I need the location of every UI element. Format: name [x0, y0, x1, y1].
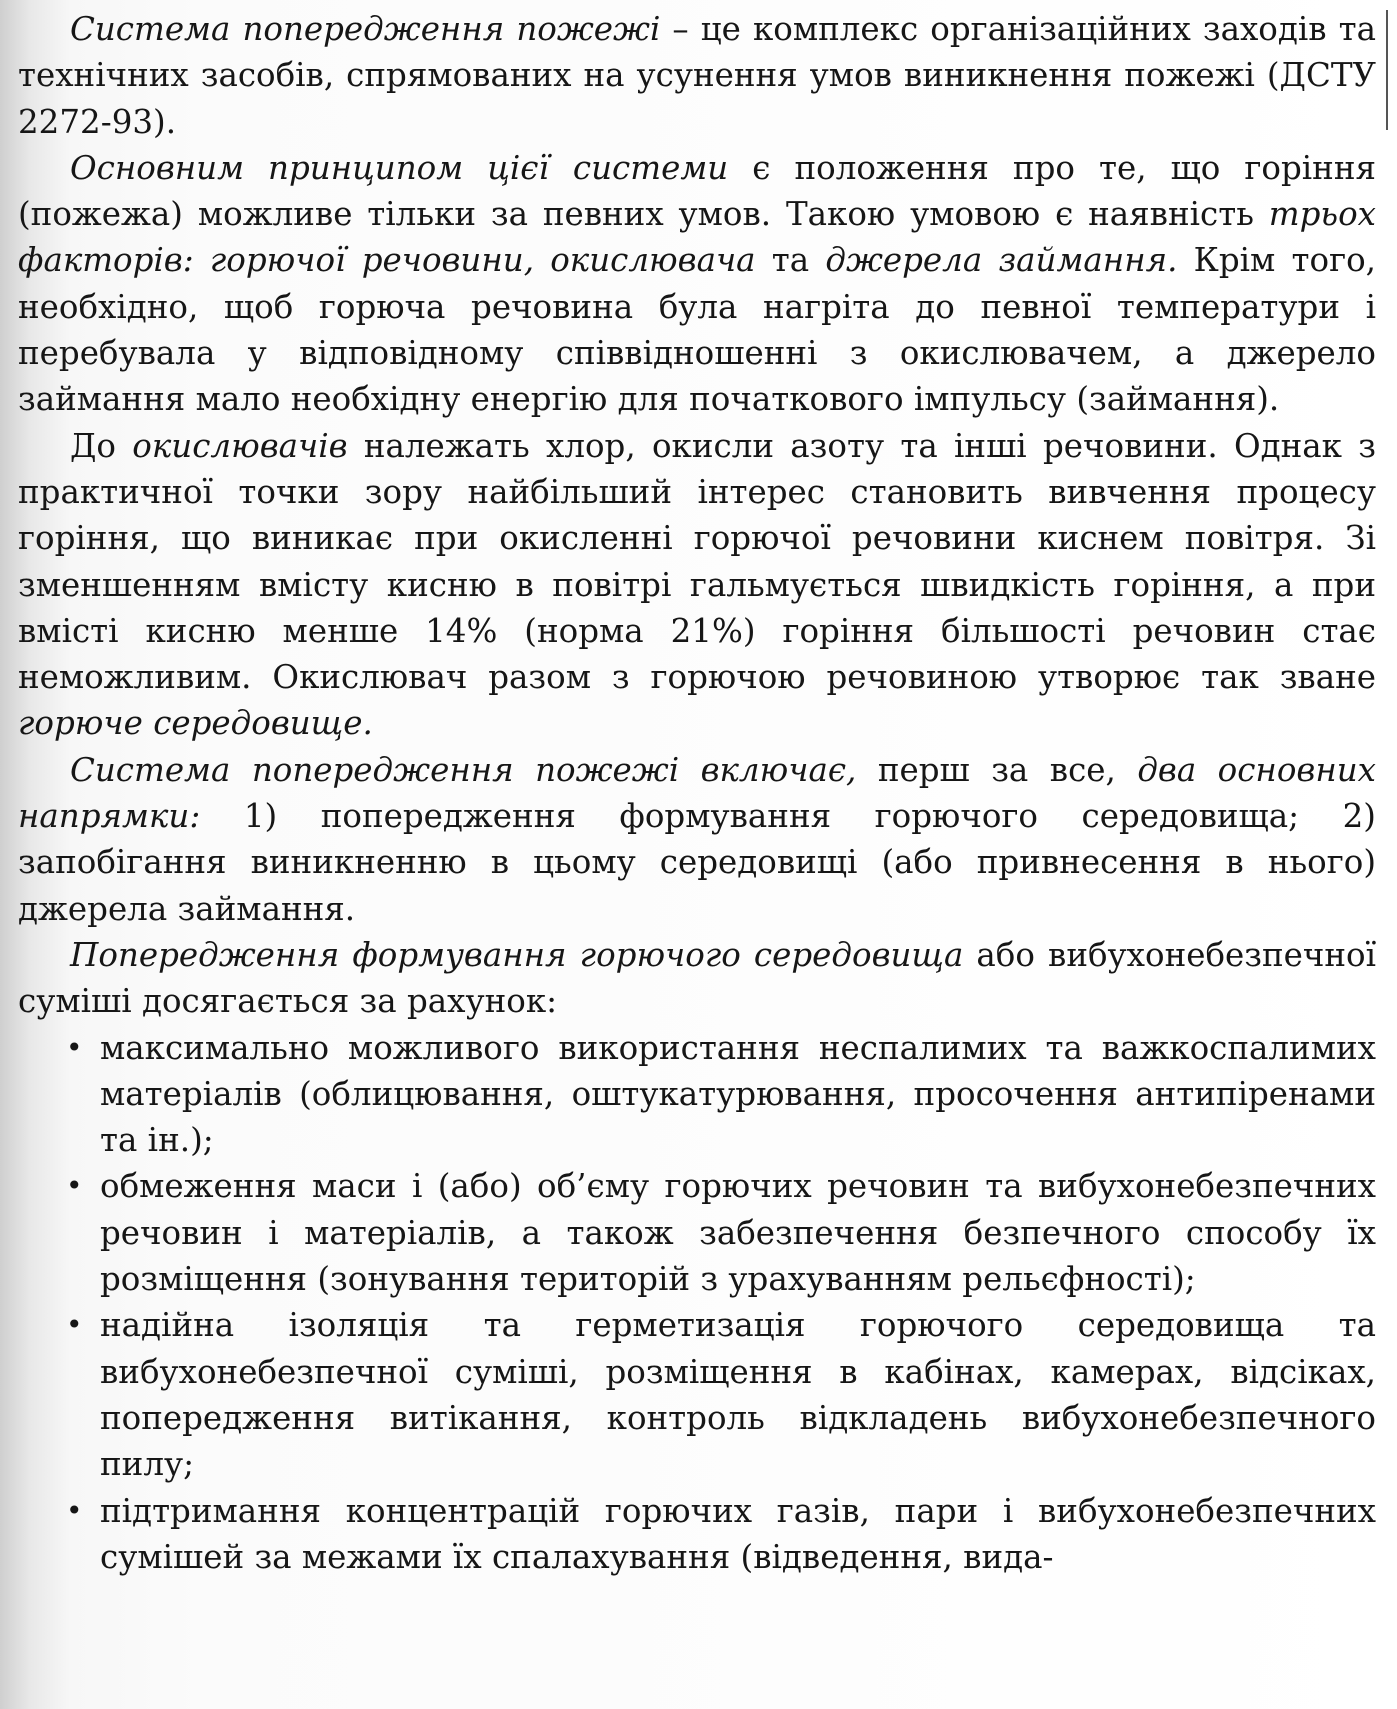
paragraph-definition — [18, 6, 1376, 145]
list-item-text: максимально можливого використання неспалимих та важкоспалимих матеріалів (облицювання, оштукатурювання, просочення антипіренами та ін.); — [100, 1028, 1376, 1160]
principle-text-2: та — [755, 241, 826, 280]
term-combustible-medium: горюче середовище. — [18, 704, 373, 743]
bullet-icon: • — [66, 1030, 83, 1064]
list-item-text: надійна ізоляція та герметизація горючого середовища та вибухонебезпечної суміші, розміщення в кабінах, камерах, відсіках, попередження витікання, контроль відкладень вибухонебезпечного пилу; — [100, 1306, 1376, 1484]
term-two-directions: два основних напрямки: — [18, 750, 1376, 836]
bullet-icon: • — [66, 1308, 83, 1342]
directions-text-1: перш за все, — [856, 750, 1138, 789]
bullet-icon: • — [66, 1169, 83, 1203]
list-item — [18, 1163, 1376, 1302]
paragraph-oxidizers — [18, 423, 1376, 747]
list-item-text: обмеження маси і (або) об’єму горючих речовин та вибухонебезпечних речовин і матеріалів, а також забезпечення безпечного способу їх розміщення (зонування територій з урахуванням рельєфності); — [100, 1167, 1376, 1299]
list-item — [18, 1488, 1376, 1581]
directions-text-2: 1) попередження формування горючого середовища; 2) запобігання виникненню в цьому середовищі (або привнесення в нього) джерела займання. — [18, 797, 1376, 928]
term-oxidizers: окислювачів — [132, 426, 348, 465]
document-body — [18, 6, 1376, 1580]
paragraph-prevention-means — [18, 932, 1376, 1025]
list-item — [18, 1025, 1376, 1164]
measures-list — [18, 1025, 1376, 1581]
principle-text-1: є положення про те, що горіння (пожежа) можливе тільки за певних умов. Такою умовою є наявність — [18, 148, 1377, 234]
term-main-principle: Основним принципом цієї системи — [70, 148, 729, 187]
oxidizers-text-2: належать хлор, окисли азоту та інші речовини. Однак з практичної точки зору найбільший інтерес становить вивчення процесу горіння, що виникає при окисленні горючої речовини киснем повітря. Зі зменшенням вмісту кисню в повітрі гальмується швидкість горіння, а при вмісті кисню менше 14% (норма 21%) горіння більшості речовин стає неможливим. Окислювач разом з горючою речовиною утворює так зване — [18, 426, 1377, 697]
paragraph-principle — [18, 145, 1376, 423]
definition-text: – це комплекс організаційних заходів та технічних засобів, спрямованих на усунення умов виникнення пожежі (ДСТУ 2272-93). — [18, 10, 1377, 141]
bullet-icon: • — [66, 1493, 83, 1527]
term-ignition-source: джерела займання. — [825, 241, 1178, 280]
list-item — [18, 1302, 1376, 1487]
list-item-text: підтримання концентрацій горючих газів, пари і вибухонебезпечних сумішей за межами їх спалахування (відведення, вида- — [100, 1491, 1376, 1576]
term-system-includes: Система попередження пожежі включає, — [70, 750, 857, 789]
page-edge-line — [1386, 10, 1388, 130]
paragraph-directions — [18, 747, 1376, 932]
term-three-factors: трьох факторів: горючої речовини, окислювача — [18, 195, 1376, 280]
term-prevention-formation: Попередження формування горючого середовища — [70, 935, 964, 974]
prevention-means-text: або вибухонебезпечної суміші досягається за рахунок: — [18, 935, 1376, 1021]
principle-text-3: Крім того, необхідно, щоб горюча речовина була нагріта до певної температури і перебувала у відповідному співвідношенні з окислювачем, а джерело займання мало необхідну енергію для початкового імпульсу (займання). — [18, 241, 1377, 419]
term-fire-prevention-system: Система попередження пожежі — [70, 10, 661, 48]
oxidizers-text-1: До — [70, 426, 133, 465]
